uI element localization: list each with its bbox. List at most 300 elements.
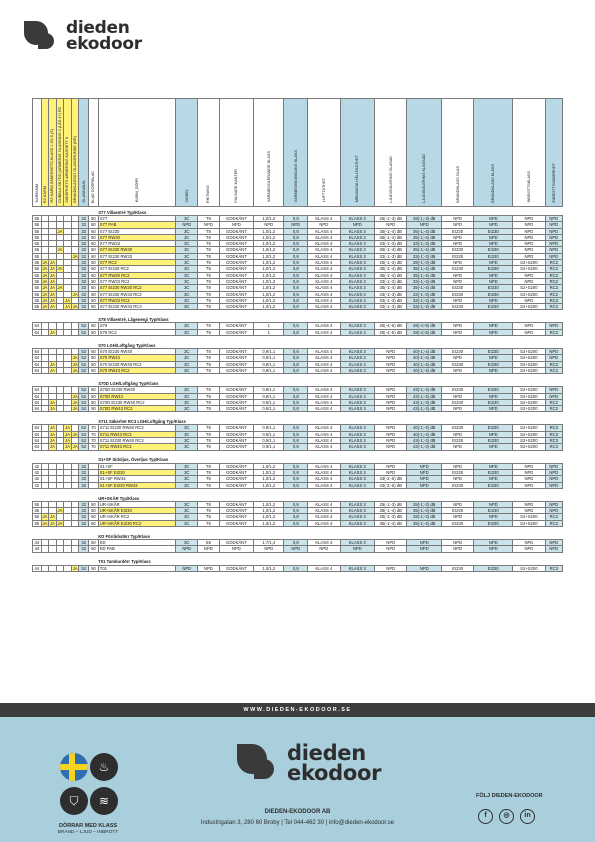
table-cell: KLASS 3 <box>340 266 375 272</box>
table-cell: KLASS 3 <box>340 520 375 526</box>
table-cell: 1,0/1,2 <box>254 260 284 266</box>
table-cell: 35(-1;-4) dB <box>407 508 442 514</box>
table-cell: 3C <box>176 285 198 291</box>
table-cell: NPD <box>474 367 513 373</box>
table-cell: 50 <box>89 387 99 393</box>
table-cell: EI230 <box>441 387 473 393</box>
table-cell: 3C <box>176 329 198 335</box>
table-cell: S77 RW33 <box>98 241 176 247</box>
table-cell: NPD <box>513 241 545 247</box>
table-cell: 1,0/1,2 <box>254 241 284 247</box>
table-cell: S2+S200 <box>513 565 545 571</box>
table-cell: 50 <box>89 520 99 526</box>
table-cell: 35(-1;-4) dB <box>375 508 407 514</box>
table-cell: 55 <box>34 234 40 240</box>
table-cell: 3C <box>176 514 198 520</box>
table-cell: 0,9/1,1 <box>254 349 284 355</box>
table-cell: 32 <box>79 234 89 240</box>
column-header-label: SÄKERHETS ARMERING KASSETT 6 <box>65 136 70 203</box>
table-cell: 0,8 <box>284 253 308 259</box>
table-cell: 50 <box>89 367 99 373</box>
table-cell: 3C <box>176 228 198 234</box>
table-cell: T8 <box>198 253 220 259</box>
table-cell: NPD <box>474 431 513 437</box>
table-cell: NPD <box>474 539 513 545</box>
table-cell: 3C <box>176 216 198 222</box>
table-cell: EI230 <box>441 349 473 355</box>
table-cell: 0,8 <box>284 514 308 520</box>
table-cell: KLASS 4 <box>308 266 340 272</box>
table-cell: KLASS 3 <box>340 539 375 545</box>
table-cell: RC2 <box>545 361 562 367</box>
table-cell: 42 <box>34 476 40 482</box>
table-cell: KLASS 4 <box>308 272 340 278</box>
table-cell: NPD <box>474 234 513 240</box>
table-cell: GODKÄNT <box>219 253 254 259</box>
section-header-row <box>33 340 563 349</box>
table-cell: 1,0/1,2 <box>254 514 284 520</box>
logo-line2: ekodoor <box>66 34 142 54</box>
table-cell: NPD <box>545 228 562 234</box>
table-cell: GODKÄNT <box>219 438 254 444</box>
table-cell: 64 <box>34 399 40 405</box>
company-name: DIEDEN-EKODOOR AB <box>264 809 331 815</box>
table-cell: KLASS 3 <box>340 228 375 234</box>
table-cell: 3C <box>176 482 198 488</box>
table-cell: 55 <box>34 514 40 520</box>
table-cell: NPD <box>513 247 545 253</box>
table-cell: JA <box>50 266 55 272</box>
table-cell: 3C <box>176 241 198 247</box>
table-cell: EI230 <box>441 247 473 253</box>
table-cell: 0,8 <box>284 463 308 469</box>
table-cell: RC2 <box>545 520 562 526</box>
table-cell: S70 RW43 RC2 <box>98 367 176 373</box>
table-cell: NPD <box>441 272 473 278</box>
table-cell: JA <box>57 247 63 253</box>
section-header-row <box>33 556 563 565</box>
column-header <box>41 99 49 207</box>
table-cell: 32 <box>79 501 89 507</box>
table-cell: NPD <box>545 501 562 507</box>
section-header-row <box>33 530 563 539</box>
table-cell: 35(-1;-4) dB <box>407 272 442 278</box>
table-cell: NPD <box>474 241 513 247</box>
table-cell: T8 <box>198 393 220 399</box>
table-cell: JA <box>50 367 55 373</box>
table-cell: T8 <box>198 241 220 247</box>
table-cell: NPD <box>545 253 562 259</box>
table-cell: 0,8 <box>284 387 308 393</box>
column-header-label: INBROTTSKLASS <box>526 171 531 203</box>
table-cell: 3C <box>176 476 198 482</box>
table-cell: T8 <box>198 216 220 222</box>
column-header <box>340 99 375 207</box>
table-cell: 0,8 <box>284 406 308 412</box>
table-cell: T01 <box>98 565 176 571</box>
table-cell: 52 <box>79 323 89 329</box>
table-cell: 32 <box>79 278 89 284</box>
social-links <box>478 809 535 824</box>
table-cell: JA <box>65 425 70 431</box>
table-cell: EI230 <box>441 266 473 272</box>
table-cell: KLASS 3 <box>340 234 375 240</box>
table-cell: NPD <box>375 444 407 450</box>
table-cell: 32 <box>79 241 89 247</box>
table-cell: EI230 <box>474 266 513 272</box>
table-cell: 52 <box>79 361 89 367</box>
table-cell: NPD <box>375 469 407 475</box>
sound-wave-icon: ≋ <box>90 787 118 815</box>
table-cell: JA <box>42 291 48 297</box>
column-header-label: BRANDKLASSAT GLASGRUNNE (NR) <box>72 135 77 203</box>
table-cell: 32 <box>79 476 89 482</box>
table-cell: RC2 <box>545 260 562 266</box>
table-cell: JA <box>72 393 78 399</box>
table-cell: 50 <box>89 501 99 507</box>
table-cell: KLASS 3 <box>340 329 375 335</box>
facebook-icon[interactable]: f <box>478 809 493 824</box>
table-cell: GODKÄNT <box>219 241 254 247</box>
table-cell: NPD <box>545 247 562 253</box>
table-cell: 52 <box>79 355 89 361</box>
column-header <box>33 99 42 207</box>
table-cell: 55 <box>34 297 40 303</box>
table-cell: KLASS 4 <box>308 463 340 469</box>
table-cell: EI230 <box>474 291 513 297</box>
table-cell: 55 <box>34 520 40 526</box>
table-cell: KLASS 4 <box>308 253 340 259</box>
table-cell: S2+S200 <box>513 260 545 266</box>
table-cell: 43(-1;-3) dB <box>407 393 442 399</box>
table-cell: KLASS 4 <box>308 508 340 514</box>
table-cell: T8 <box>198 399 220 405</box>
column-header-label: DUBBLA SKYDD (ARMERAT GLASNING 4 (LÅS 4+) RZ <box>57 106 62 203</box>
table-cell: EI230 <box>441 565 473 571</box>
table-cell: NPD <box>375 367 407 373</box>
table-cell: KLASS 4 <box>308 469 340 475</box>
table-cell: 55 <box>34 278 40 284</box>
table-cell: 64 <box>34 438 40 444</box>
table-cell: 55 <box>34 253 40 259</box>
table-cell: NPD <box>441 222 473 228</box>
table-cell: GODKÄNT <box>219 469 254 475</box>
table-cell: KLASS 3 <box>340 438 375 444</box>
table-cell: KLASS 3 <box>340 406 375 412</box>
footer-logo-mark-icon <box>237 744 281 782</box>
table-cell: JA <box>50 291 55 297</box>
table-cell: T8 <box>198 520 220 526</box>
table-cell: 50 <box>89 272 99 278</box>
table-cell: JA <box>50 260 55 266</box>
table-cell: 0,8 <box>284 247 308 253</box>
table-cell: T8 <box>198 266 220 272</box>
table-cell: 0,8 <box>284 520 308 526</box>
table-cell: EI230 <box>441 469 473 475</box>
table-cell: GODKÄNT <box>219 520 254 526</box>
table-cell: 32 <box>79 508 89 514</box>
linkedin-icon[interactable]: in <box>520 809 535 824</box>
table-cell: 32 <box>79 469 89 475</box>
table-cell: 0,9/1,1 <box>254 393 284 399</box>
table-cell: EI230 <box>474 253 513 259</box>
table-cell: 50 <box>89 260 99 266</box>
table-cell: NPD <box>513 216 545 222</box>
table-cell: 0,9/1,1 <box>254 387 284 393</box>
table-cell: NPD <box>441 393 473 399</box>
table-cell: 0,8 <box>284 272 308 278</box>
table-cell: JA <box>50 329 55 335</box>
table-cell: 50 <box>89 355 99 361</box>
section-spacer <box>33 378 99 387</box>
table-cell: KD PAB <box>98 546 176 552</box>
table-cell: NPD <box>375 222 407 228</box>
table-cell: KLASS 4 <box>308 520 340 526</box>
table-cell: NPD <box>545 482 562 488</box>
table-cell: NPD <box>474 278 513 284</box>
table-cell: 0,8 <box>284 425 308 431</box>
column-header-label: BLAD DORRBLAD <box>91 170 96 203</box>
table-cell: S77 <box>98 216 176 222</box>
table-cell: 3C <box>176 297 198 303</box>
table-cell: NPD <box>545 508 562 514</box>
table-cell: NPD <box>441 355 473 361</box>
table-cell: 52 <box>79 393 89 399</box>
table-cell: NPD <box>441 476 473 482</box>
table-cell: EI230 <box>474 247 513 253</box>
table-cell: 52 <box>79 349 89 355</box>
table-cell: T8 <box>198 514 220 520</box>
section-title: S70 LGH/Loftgång Typ/Klass <box>98 342 156 348</box>
table-cell: NPD <box>375 349 407 355</box>
table-cell: NPD <box>545 476 562 482</box>
table-cell: GODKÄNT <box>219 355 254 361</box>
table-cell: S711 EI230 RW40 RC3 <box>98 425 176 431</box>
table-cell: KLASS 3 <box>340 514 375 520</box>
table-cell: RC2 <box>545 272 562 278</box>
table-cell: NPD <box>545 241 562 247</box>
section-gap-cell <box>33 571 563 575</box>
table-cell: KLASS 4 <box>308 297 340 303</box>
table-cell: 32 <box>79 291 89 297</box>
table-cell: 0,8 <box>284 482 308 488</box>
table-cell: S711 RW43 RC3 <box>98 444 176 450</box>
table-cell: 50 <box>89 329 99 335</box>
table-cell: JA <box>42 297 48 303</box>
table-cell: 50 <box>89 323 99 329</box>
column-header-label: VINKEL <box>184 189 189 203</box>
table-cell: 32 <box>79 228 89 234</box>
table-cell: UR+SKÅR RC2 <box>98 514 176 520</box>
table-cell: KLASS 3 <box>340 469 375 475</box>
table-cell: NPD <box>375 355 407 361</box>
table-cell: 70 <box>89 425 99 431</box>
table-cell: 3C <box>176 463 198 469</box>
table-cell: NPD <box>441 431 473 437</box>
table-cell: RC2 <box>545 406 562 412</box>
table-cell: KLASS 3 <box>340 323 375 329</box>
table-cell: GODKÄNT <box>219 285 254 291</box>
table-cell: 44 <box>34 539 40 545</box>
table-cell: 0,9/1,1 <box>254 425 284 431</box>
table-cell: T8 <box>198 469 220 475</box>
table-cell: 1,7/1,4 <box>254 539 284 545</box>
column-header <box>513 99 545 207</box>
table-cell: 55 <box>34 222 40 228</box>
table-cell: S2+S200 <box>513 355 545 361</box>
table-cell: 50 <box>89 247 99 253</box>
table-cell: 50 <box>89 241 99 247</box>
table-cell: 50 <box>89 406 99 412</box>
table-cell: NPD <box>474 501 513 507</box>
table-cell: 0,8 <box>284 539 308 545</box>
table-cell: S1+SF <box>98 463 176 469</box>
table-cell: 0,8 <box>284 367 308 373</box>
table-cell: S78 <box>98 323 176 329</box>
table-cell: 33(-1;-3) dB <box>407 278 442 284</box>
section-spacer <box>33 556 99 565</box>
table-cell: 0,8 <box>284 508 308 514</box>
table-cell: 52 <box>79 431 89 437</box>
column-header <box>284 99 308 207</box>
table-cell: 55 <box>34 228 40 234</box>
table-cell: EI230 <box>441 291 473 297</box>
table-cell: 44 <box>34 546 40 552</box>
table-cell: GODKÄNT <box>219 476 254 482</box>
table-cell: S70D EI230 RW40 RC2 <box>98 399 176 405</box>
table-cell: T8 <box>198 367 220 373</box>
table-cell: 0,8 <box>284 329 308 335</box>
table-cell: NPD <box>474 546 513 552</box>
table-cell: NPD <box>474 323 513 329</box>
column-header <box>375 99 407 207</box>
table-cell: 25(-4;-5) dB <box>375 323 407 329</box>
column-header-label: MEKANISK HÅLLFASTHET <box>355 155 360 203</box>
table-cell: 3C <box>176 304 198 310</box>
table-cell: GODKÄNT <box>219 501 254 507</box>
table-cell: KLASS 3 <box>340 247 375 253</box>
table-cell: 43(-1;-3) dB <box>407 444 442 450</box>
table-cell: 3C <box>176 406 198 412</box>
table-cell: UR+SKÅR EI230 RC2 <box>98 520 176 526</box>
table-cell: NPD <box>407 476 442 482</box>
table-cell: JA <box>42 520 48 526</box>
table-cell: KD <box>98 539 176 545</box>
table-cell: EI230 <box>474 399 513 405</box>
table-cell: NPD <box>441 539 473 545</box>
table-cell: GODKÄNT <box>219 323 254 329</box>
table-cell: NPD <box>308 546 340 552</box>
table-cell: RC2 <box>545 367 562 373</box>
table-cell: NPD <box>176 546 198 552</box>
follow-label: FÖLJ DIEDEN-EKODOOR <box>476 793 543 799</box>
website-url-bar[interactable]: WWW.DIEDEN-EKODOOR.SE <box>0 703 595 717</box>
table-cell: 55 <box>34 501 40 507</box>
table-cell: JA <box>50 304 55 310</box>
table-cell: NPD <box>545 349 562 355</box>
section-header-row <box>33 454 563 463</box>
table-cell: GODKÄNT <box>219 406 254 412</box>
table-cell: 33(-1;-3) dB <box>407 253 442 259</box>
instagram-icon[interactable]: ◎ <box>499 809 514 824</box>
table-cell: S70 RW43 <box>98 355 176 361</box>
column-header <box>79 99 89 207</box>
table-cell: 1,0/1,2 <box>254 469 284 475</box>
table-cell: 0,9/1,1 <box>254 367 284 373</box>
section-header-row <box>33 416 563 425</box>
table-cell: NPD <box>375 425 407 431</box>
certification-title: DÖRRAR MED KLASS <box>58 823 118 829</box>
table-cell: 44 <box>34 565 40 571</box>
column-header <box>89 99 99 207</box>
section-title: T01 Tamburdörr Typ/Klass <box>98 559 151 565</box>
table-cell: S2+S200 <box>513 361 545 367</box>
table-cell: 0,8 <box>284 260 308 266</box>
table-cell: 50 <box>89 216 99 222</box>
section-spacer <box>33 314 99 323</box>
table-cell: 64 <box>34 361 40 367</box>
table-cell: S2+S200 <box>513 285 545 291</box>
table-cell: 1,0/1,2 <box>254 247 284 253</box>
table-cell: 25(-1;-3) dB <box>375 216 407 222</box>
table-cell: NPD <box>545 546 562 552</box>
table-cell: GODKÄNT <box>219 228 254 234</box>
table-cell: EI230 <box>474 361 513 367</box>
table-cell: T8 <box>198 272 220 278</box>
table-cell: 3C <box>176 355 198 361</box>
table-cell: 0,8 <box>284 241 308 247</box>
table-cell: 3C <box>176 234 198 240</box>
table-cell: 3C <box>176 260 198 266</box>
table-cell: 32 <box>79 260 89 266</box>
table-cell: RC3 <box>545 565 562 571</box>
table-cell: S711 EI230 RW40 RC3 <box>98 438 176 444</box>
table-cell: 0,9/1,1 <box>254 361 284 367</box>
table-cell: KLASS 4 <box>308 323 340 329</box>
table-cell: 3C <box>176 323 198 329</box>
table-cell: EI230 <box>441 508 473 514</box>
table-cell: 50 <box>89 228 99 234</box>
table-cell: 35(-1;-4) dB <box>375 285 407 291</box>
table-cell: NPD <box>474 393 513 399</box>
table-cell: T8 <box>198 247 220 253</box>
table-cell: GODKÄNT <box>219 349 254 355</box>
column-header <box>407 99 442 207</box>
table-cell: S1+SF EI230 RW43 <box>98 482 176 488</box>
table-cell: GODKÄNT <box>219 291 254 297</box>
table-cell: 0,9/1,1 <box>254 444 284 450</box>
table-cell: 50 <box>89 291 99 297</box>
table-cell: 55 <box>34 241 40 247</box>
table-cell: RC3 <box>545 425 562 431</box>
table-cell: KLASS 3 <box>340 476 375 482</box>
table-cell: NPD <box>441 514 473 520</box>
table-cell: 1,0/1,2 <box>254 278 284 284</box>
table-cell: NPD <box>407 469 442 475</box>
table-cell: 0,8 <box>284 304 308 310</box>
table-cell: NPD <box>513 297 545 303</box>
table-cell: 28(-4;-5) dB <box>407 329 442 335</box>
table-cell: NPD <box>474 260 513 266</box>
section-header-row <box>33 378 563 387</box>
table-cell: GODKÄNT <box>219 266 254 272</box>
section-title: UR+SKÅR Typ/Klass <box>98 495 140 501</box>
table-cell: 33(-1;-3) dB <box>375 278 407 284</box>
table-cell: 70 <box>89 444 99 450</box>
table-cell: 1,0/1,2 <box>254 285 284 291</box>
table-cell: 52 <box>79 367 89 373</box>
table-cell: 64 <box>34 406 40 412</box>
